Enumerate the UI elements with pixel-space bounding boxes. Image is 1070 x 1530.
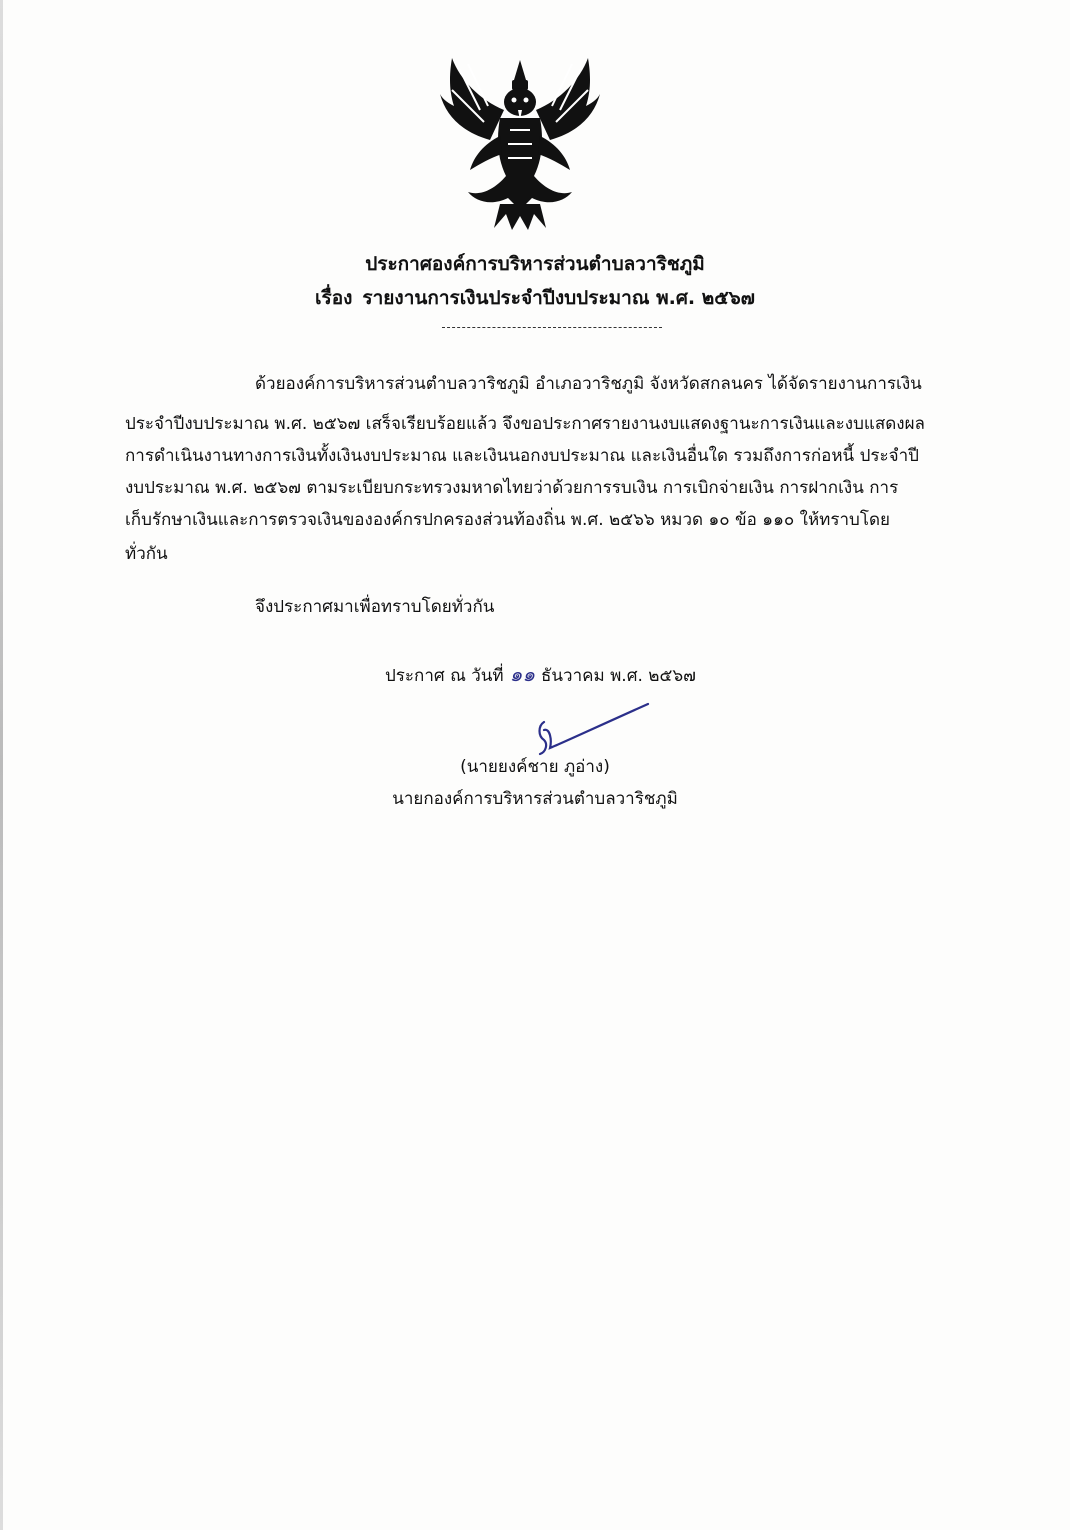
garuda-emblem-icon: [440, 40, 600, 230]
announcement-subject: [0, 284, 1070, 312]
date-prefix: ประกาศ ณ วันที่: [385, 666, 504, 686]
subject-text: รายงานการเงินประจำปีงบประมาณ พ.ศ. ๒๕๖๗: [362, 287, 755, 309]
body-line: ด้วยองค์การบริหารส่วนตำบลวาริชภูมิ อำเภอวาริชภูมิ จังหวัดสกลนคร ได้จัดรายงานการเงิน: [255, 374, 922, 394]
heading-divider: [442, 327, 662, 328]
body-line: ประจำปีงบประมาณ พ.ศ. ๒๕๖๗ เสร็จเรียบร้อยแล้ว จึงขอประกาศรายงานงบแสดงฐานะการเงินและงบแสดงผล: [125, 414, 925, 434]
date-day: ๑๑: [509, 662, 536, 686]
body-line: เก็บรักษาเงินและการตรวจเงินขององค์กรปกครองส่วนท้องถิ่น พ.ศ. ๒๕๖๖ หมวด ๑๐ ข้อ ๑๑๐ ให้ทราบโดย: [125, 510, 890, 530]
date-suffix: ธันวาคม พ.ศ. ๒๕๖๗: [541, 666, 696, 686]
handwritten-signature: [530, 700, 660, 760]
subject-label: เรื่อง: [315, 287, 353, 309]
closing-statement: จึงประกาศมาเพื่อทราบโดยทั่วกัน: [255, 597, 495, 617]
announcement-date: [385, 660, 696, 690]
signer-name: (นายยงค์ชาย ภูอ่าง): [460, 757, 610, 777]
body-line: ทั่วกัน: [125, 544, 168, 564]
body-line: งบประมาณ พ.ศ. ๒๕๖๗ ตามระเบียบกระทรวงมหาดไทยว่าด้วยการรบเงิน การเบิกจ่ายเงิน การฝากเงิน การ: [125, 478, 899, 498]
announcement-title: ประกาศองค์การบริหารส่วนตำบลวาริชภูมิ: [365, 253, 705, 275]
signer-title: นายกองค์การบริหารส่วนตำบลวาริชภูมิ: [392, 789, 678, 809]
body-line: การดำเนินงานทางการเงินทั้งเงินงบประมาณ และเงินนอกงบประมาณ และเงินอื่นใด รวมถึงการก่อหนี้ ประจำปี: [125, 446, 919, 466]
